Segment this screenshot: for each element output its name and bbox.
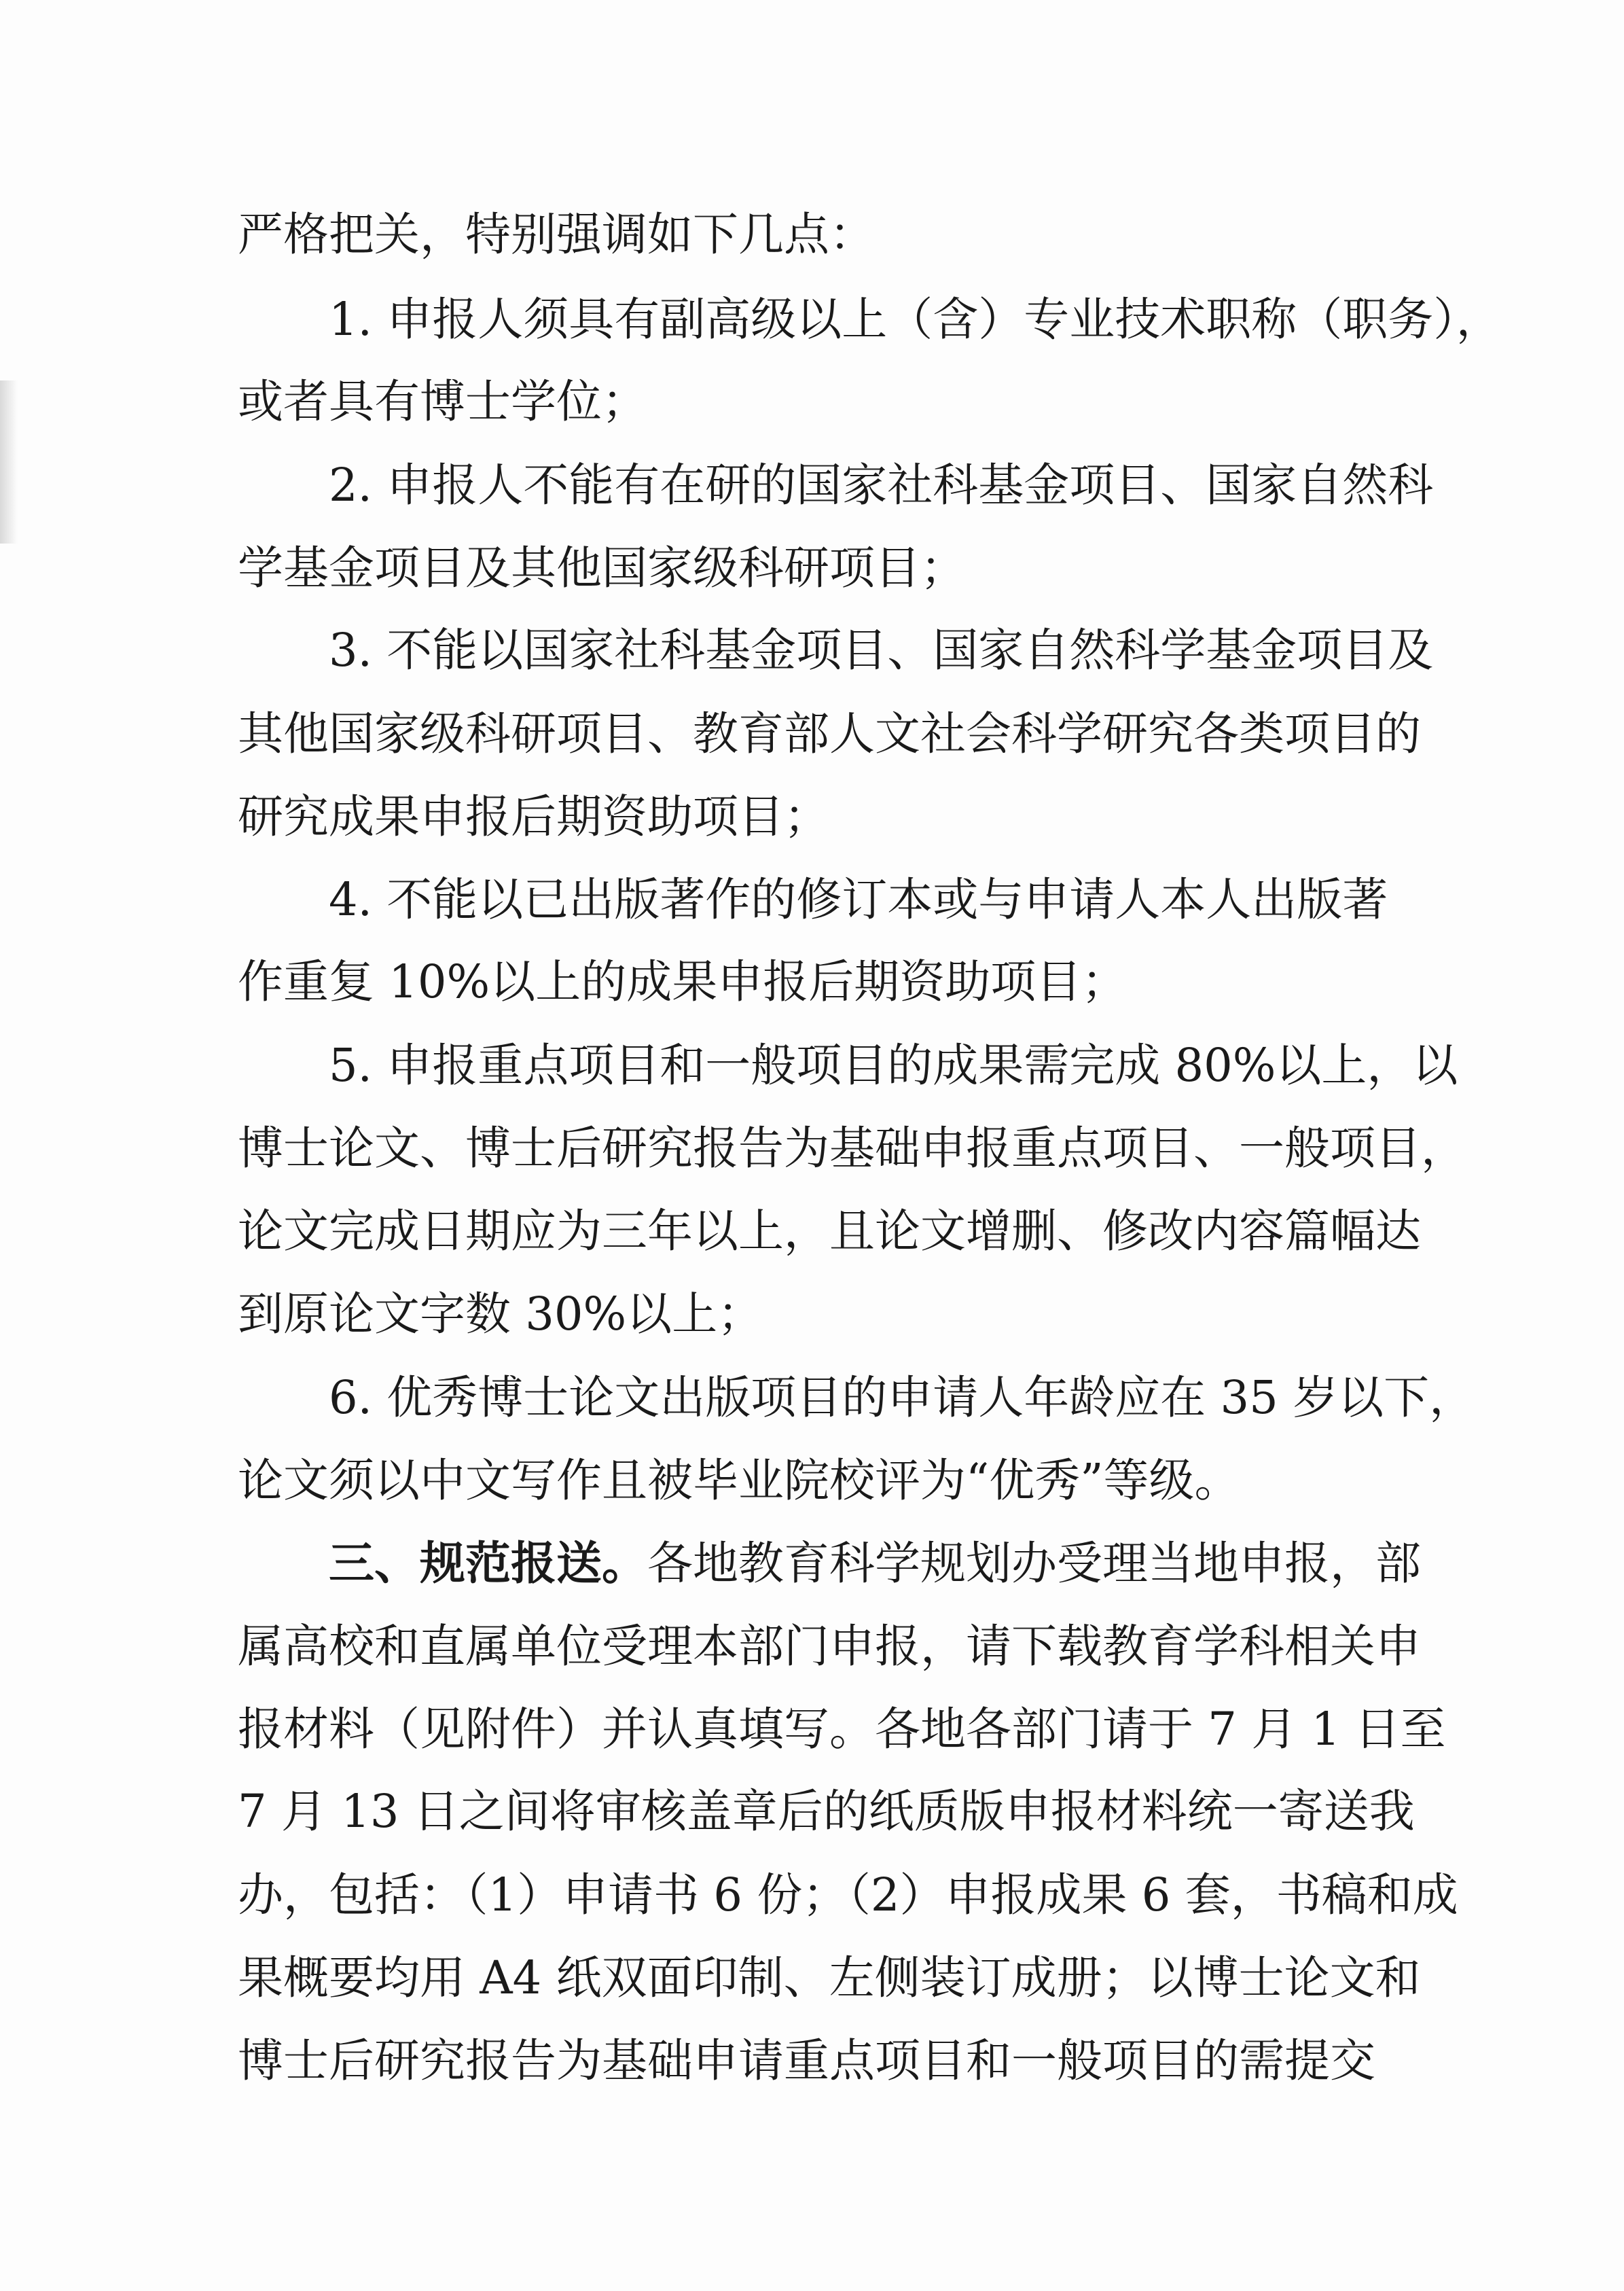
line-s3-b: 属高校和直属单位受理本部门申报，请下载教育学科相关申 bbox=[238, 1620, 1421, 1673]
line-intro: 严格把关，特别强调如下几点： bbox=[238, 208, 875, 261]
line-s3-c: 报材料（见附件）并认真填写。各地各部门请于 7 月 1 日至 bbox=[238, 1703, 1446, 1756]
line-item5-a: 5. 申报重点项目和一般项目的成果需完成 80%以上，以 bbox=[329, 1039, 1458, 1092]
line-item1-b: 或者具有博士学位； bbox=[238, 375, 647, 428]
line-item5-d: 到原论文字数 30%以上； bbox=[238, 1287, 763, 1340]
line-item4-a: 4. 不能以已出版著作的修订本或与申请人本人出版著 bbox=[329, 873, 1388, 926]
line-item6-b: 论文须以中文写作且被毕业院校评为“优秀”等级。 bbox=[238, 1454, 1240, 1507]
line-item4-b: 作重复 10%以上的成果申报后期资助项目； bbox=[238, 955, 1127, 1008]
line-item1-a: 1. 申报人须具有副高级以上（含）专业技术职称（职务）， bbox=[329, 293, 1502, 346]
line-s3-f: 果概要均用 A4 纸双面印制、左侧装订成册；以博士论文和 bbox=[238, 1951, 1421, 2004]
section-three-text: 各地教育科学规划办受理当地申报，部 bbox=[647, 1537, 1421, 1590]
line-item2-a: 2. 申报人不能有在研的国家社科基金项目、国家自然科 bbox=[329, 459, 1434, 512]
line-item3-b: 其他国家级科研项目、教育部人文社会科学研究各类项目的 bbox=[238, 707, 1421, 760]
line-item2-b: 学基金项目及其他国家级科研项目； bbox=[238, 541, 966, 594]
line-item6-a: 6. 优秀博士论文出版项目的申请人年龄应在 35 岁以下， bbox=[329, 1371, 1475, 1424]
line-s3-g: 博士后研究报告为基础申请重点项目和一般项目的需提交 bbox=[238, 2034, 1375, 2087]
line-s3-e: 办，包括：（1）申请书 6 份；（2）申报成果 6 套，书稿和成 bbox=[238, 1868, 1458, 1921]
line-item5-b: 博士论文、博士后研究报告为基础申报重点项目、一般项目， bbox=[238, 1122, 1466, 1175]
section-three-line bbox=[329, 1536, 1421, 1590]
section-three-heading: 三、规范报送。 bbox=[329, 1536, 647, 1590]
line-item5-c: 论文完成日期应为三年以上，且论文增删、修改内容篇幅达 bbox=[238, 1205, 1421, 1258]
line-s3-d: 7 月 13 日之间将审核盖章后的纸质版申报材料统一寄送我 bbox=[238, 1785, 1415, 1838]
scan-shadow bbox=[0, 380, 18, 544]
line-item3-a: 3. 不能以国家社科基金项目、国家自然科学基金项目及 bbox=[329, 624, 1434, 677]
line-item3-c: 研究成果申报后期资助项目； bbox=[238, 790, 829, 843]
